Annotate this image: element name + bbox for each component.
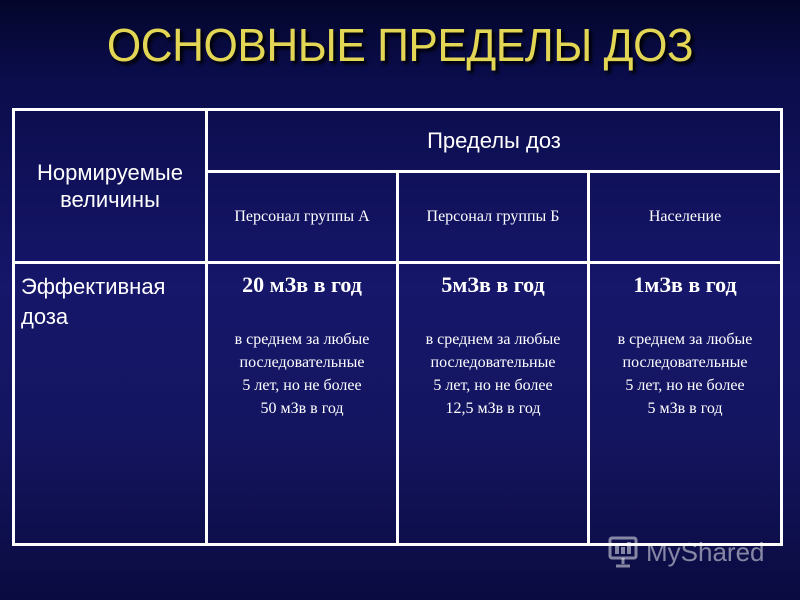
population-limit-note: в среднем за любые последовательные 5 лет, но не более 5 мЗв в год	[617, 331, 753, 417]
table-row	[14, 263, 782, 545]
group-a-limit-cell	[207, 263, 398, 545]
group-a-annual-limit: 20 мЗв в год	[242, 272, 362, 297]
group-b-limit-note: в среднем за любые последовательные 5 лет, но не более 12,5 мЗв в год	[425, 331, 561, 417]
group-b-annual-limit: 5мЗв в год	[441, 272, 545, 297]
effective-dose-label: Эффективная доза	[14, 263, 207, 545]
dose-limits-table	[12, 108, 783, 546]
presentation-screen-icon	[606, 536, 640, 568]
watermark	[606, 536, 765, 568]
group-a-header: Персонал группы А	[207, 172, 398, 263]
group-b-header: Персонал группы Б	[398, 172, 589, 263]
population-header: Население	[589, 172, 782, 263]
dose-limits-header: Пределы доз	[207, 110, 782, 172]
watermark-text: MyShared	[646, 536, 765, 567]
normalized-quantities-header: Нормируемые величины	[14, 110, 207, 263]
group-a-limit-note: в среднем за любые последовательные 5 лет, но не более 50 мЗв в год	[234, 331, 370, 417]
group-b-limit-cell	[398, 263, 589, 545]
population-annual-limit: 1мЗв в год	[633, 272, 737, 297]
table-header-row	[14, 110, 782, 172]
slide-title: ОСНОВНЫЕ ПРЕДЕЛЫ ДОЗ	[106, 19, 694, 71]
population-limit-cell	[589, 263, 782, 545]
